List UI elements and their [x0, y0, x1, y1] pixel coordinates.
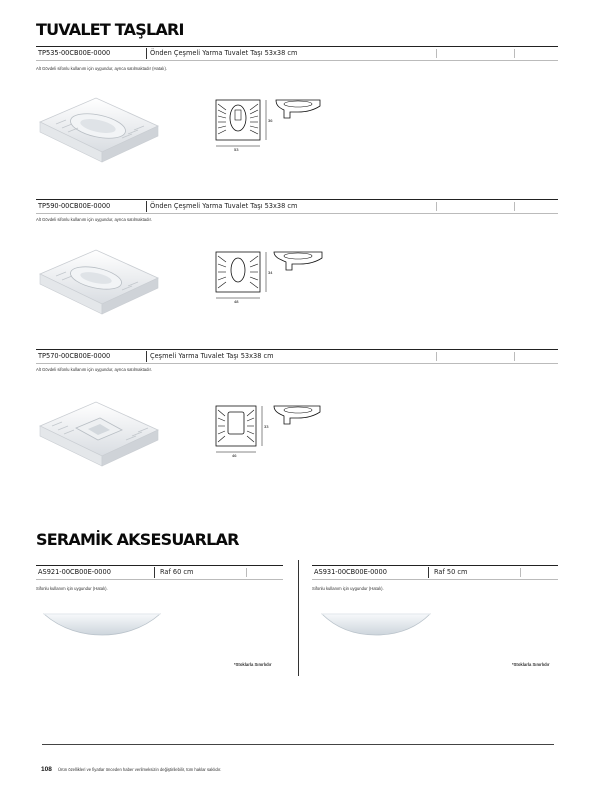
product-description: Önden Çeşmeli Yarma Tuvalet Taşı 53x38 cm: [150, 49, 298, 57]
technical-drawing: [212, 248, 332, 304]
divider: [520, 568, 521, 577]
product-note: Sifonlu kullanım için uygundur (Hatalı).: [36, 586, 108, 591]
dim-depth: 33: [264, 424, 269, 429]
divider: [436, 352, 437, 361]
divider: [154, 567, 155, 578]
divider: [514, 202, 515, 211]
product-description: Raf 60 cm: [160, 568, 194, 576]
product-description: Önden Çeşmeli Yarma Tuvalet Taşı 53x38 cm: [150, 202, 298, 210]
product-photo-toilet: [36, 244, 162, 318]
technical-drawing: [212, 96, 332, 152]
product-code-bar: [36, 565, 283, 580]
dim-width: 53: [234, 147, 239, 152]
stock-footnote: *Stoklarla Sınırlıdır: [512, 662, 550, 667]
dim-depth: 34: [268, 270, 273, 275]
dim-width: 46: [232, 453, 237, 458]
product-description: Çeşmeli Yarma Tuvalet Taşı 53x38 cm: [150, 352, 274, 360]
product-code-bar: [312, 565, 558, 580]
divider: [514, 352, 515, 361]
dim-width: 48: [234, 299, 239, 304]
footer-text: Ürün özellikleri ve fiyatlar önceden haber verilmeksizin değiştirilebilir, tüm haklar saklıdır.: [58, 767, 222, 772]
technical-drawing: [212, 402, 332, 458]
product-code: AS921-00CB00E-0000: [38, 568, 111, 576]
divider: [428, 567, 429, 578]
product-photo-toilet: [36, 92, 162, 166]
product-photo-shelf: [320, 608, 432, 638]
product-code: TP570-00CB00E-0000: [38, 352, 111, 360]
product-description: Raf 50 cm: [434, 568, 468, 576]
divider: [436, 202, 437, 211]
product-code-bar: [36, 349, 558, 364]
product-note: Alt Gövdeli sifonlu kullanım için uygundur, ayrıca satılmaktadır.: [36, 217, 152, 222]
divider: [514, 49, 515, 58]
divider: [146, 201, 147, 212]
product-code: TP590-00CB00E-0000: [38, 202, 111, 210]
divider: [146, 48, 147, 59]
product-code-bar: [36, 46, 558, 61]
section-title-accessories: SERAMİK AKSESUARLAR: [36, 530, 239, 549]
product-note: Alt Gövdeli sifonlu kullanım için uygundur, ayrıca satılmaktadır.: [36, 367, 152, 372]
product-photo-shelf: [42, 608, 162, 638]
section-title-toilets: TUVALET TAŞLARI: [36, 20, 184, 39]
divider: [146, 351, 147, 362]
page-number: 108: [41, 766, 52, 773]
product-note: Sifonlu kullanım için uygundur (Hatalı).: [312, 586, 384, 591]
dim-depth: 36: [268, 118, 273, 123]
product-code: AS931-00CB00E-0000: [314, 568, 387, 576]
footer-divider: [42, 744, 554, 745]
divider: [246, 568, 247, 577]
product-code-bar: [36, 199, 558, 214]
product-photo-toilet: [36, 396, 162, 470]
column-divider: [298, 560, 299, 676]
stock-footnote: *Stoklarla Sınırlıdır: [234, 662, 272, 667]
product-code: TP535-00CB00E-0000: [38, 49, 111, 57]
product-note: Alt Gövdeli sifonlu kullanım için uygundur, ayrıca satılmaktadır (Hatalı).: [36, 66, 168, 71]
divider: [436, 49, 437, 58]
